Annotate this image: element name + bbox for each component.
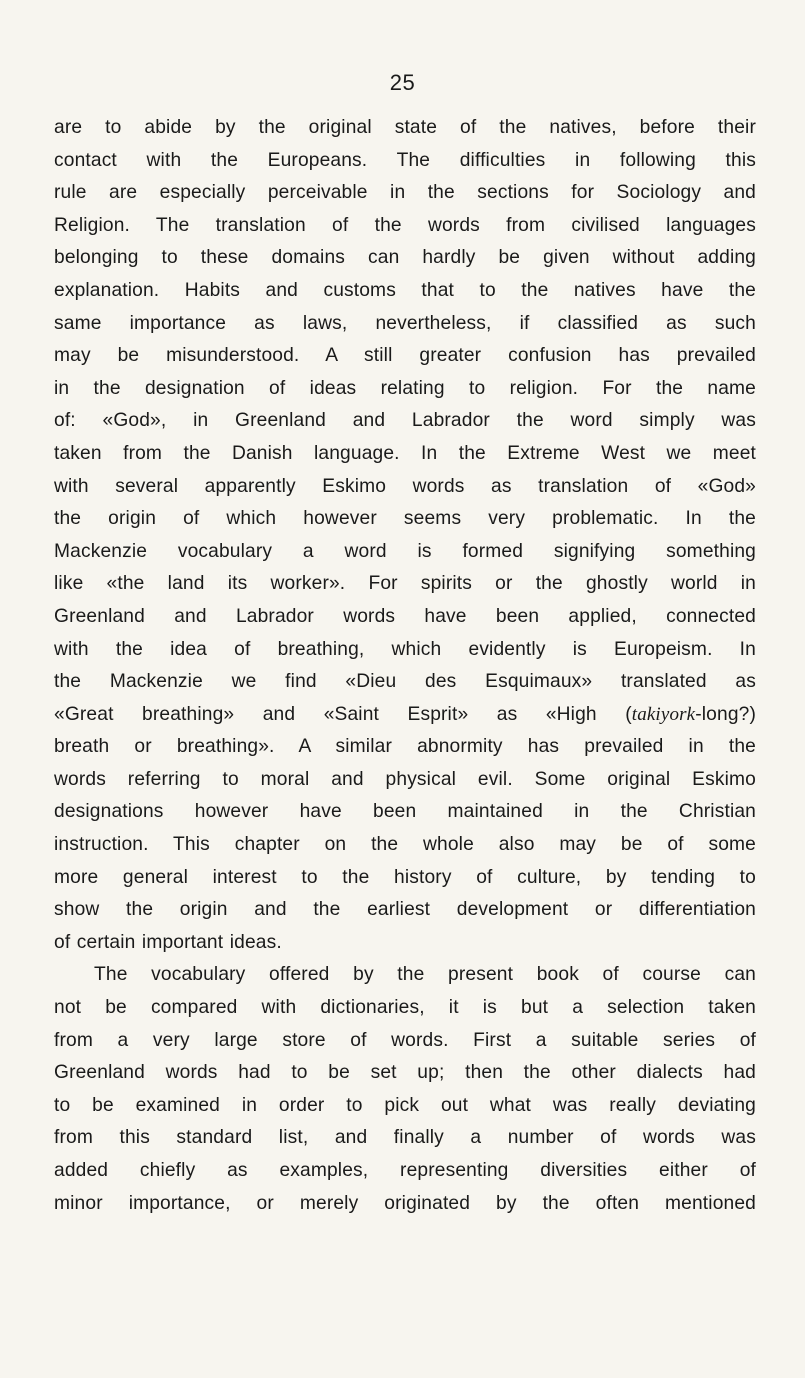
text-line: may be misunderstood. A still greater confusion has prevailed [54,345,756,367]
text-line: rule are especially perceivable in the sections for Sociology and [54,182,756,204]
text-line: the Mackenzie we find «Dieu des Esquimaux» translated as [54,671,756,693]
text-line: added chiefly as examples, representing diversities either of [54,1160,756,1181]
text-line: designations however have been maintained in the Christian [54,801,756,823]
italic-term: takiyork [631,703,696,725]
text-line: Religion. The translation of the words from civilised languages [54,214,756,236]
line-segment: -long?) [695,703,756,725]
text-line: Greenland words had to be set up; then the other dialects had [54,1062,756,1084]
text-line: from this standard list, and finally a number of words was [54,1127,756,1149]
text-line: with the idea of breathing, which evidently is Europeism. In [54,638,756,660]
page-number: 25 [389,70,416,95]
text-line: belonging to these domains can hardly be given without adding [54,247,756,269]
text-line: breath or breathing». A similar abnormity has prevailed in the [54,736,756,758]
paragraph-2 [54,959,756,1220]
text-line: with several apparently Eskimo words as translation of «God» [54,475,756,497]
line-segment: «Great breathing» and «Saint Esprit» as «High ( [54,703,632,725]
text-line-with-italic [54,699,756,732]
text-line: are to abide by the original state of the natives, before their [54,117,756,138]
text-line: to be examined in order to pick out what was really deviating [54,1094,756,1116]
text-line: contact with the Europeans. The difficulties in following this [54,149,756,171]
text-line: more general interest to the history of culture, by tending to [54,866,756,888]
text-line: the origin of which however seems very problematic. In the [54,508,756,530]
text-line: explanation. Habits and customs that to the natives have the [54,279,756,301]
text-line: same importance as laws, nevertheless, if classified as such [54,312,756,334]
text-line: Greenland and Labrador words have been applied, connected [54,605,756,627]
text-line: not be compared with dictionaries, it is but a selection taken [54,997,756,1019]
text-line: words referring to moral and physical evil. Some original Eskimo [54,768,756,790]
text-line: instruction. This chapter on the whole also may be of some [54,834,756,856]
text-line: taken from the Danish language. In the Extreme West we meet [54,442,756,464]
text-line: of: «God», in Greenland and Labrador the word simply was [54,410,756,432]
paragraph-1 [54,112,756,959]
text-line: from a very large store of words. First a suitable series of [54,1029,756,1051]
text-line: minor importance, or merely originated by the often mentioned [54,1192,756,1214]
text-line: show the origin and the earliest development or differentiation [54,899,756,921]
text-line: of certain important ideas. [54,931,282,953]
text-line: Mackenzie vocabulary a word is formed signifying something [54,540,756,562]
body-text [54,112,756,1220]
text-line: The vocabulary offered by the present book of course can [94,964,756,986]
text-line: like «the land its worker». For spirits or the ghostly world in [54,573,756,595]
text-line: in the designation of ideas relating to religion. For the name [54,377,756,399]
